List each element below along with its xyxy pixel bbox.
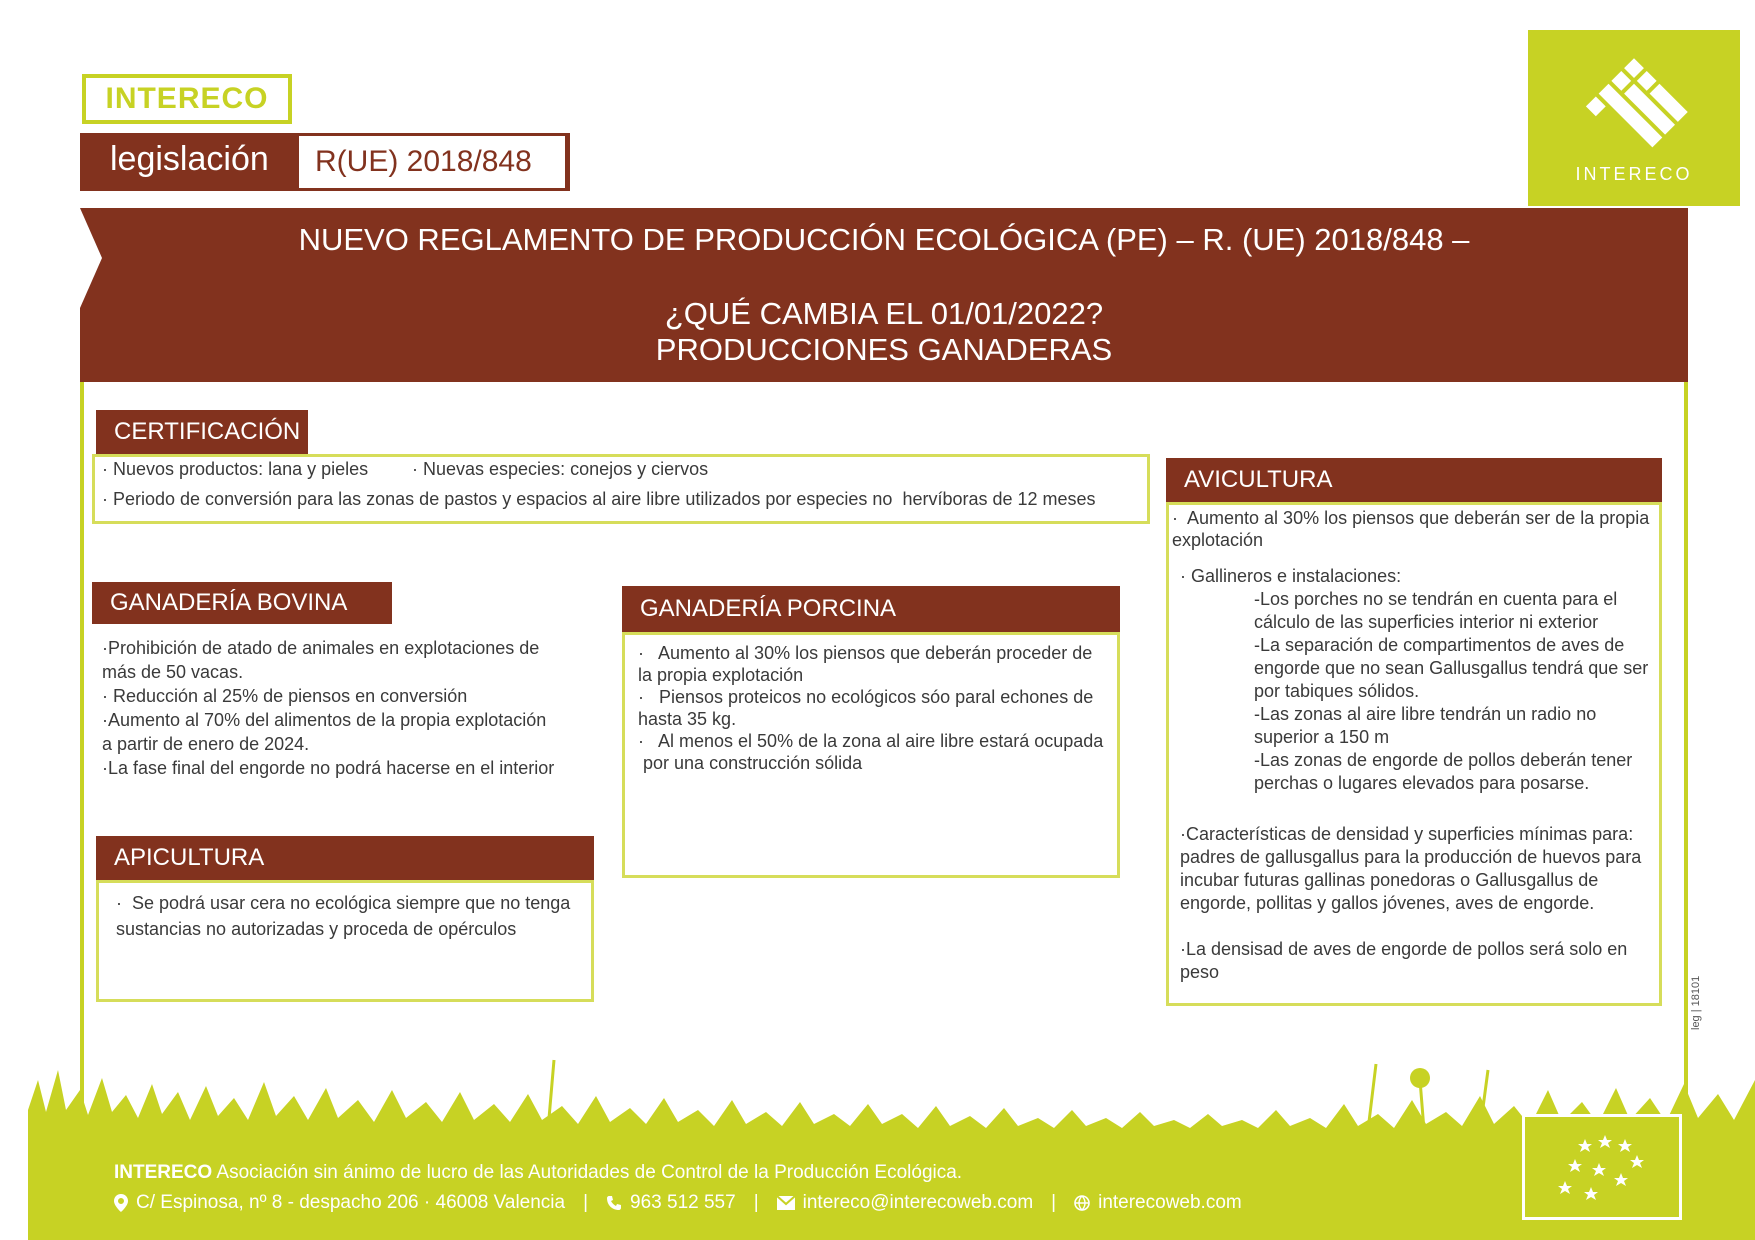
avicultura-density: ·Características de densidad y superficies mínimas para: padres de gallusgallus para la producción de huevos para incubar futuras gallinas ponedoras o Gallusgallus de engorde, pollitas y gallos jóvenes, aves de engorde. <box>1180 824 1642 913</box>
eu-organic-logo <box>1522 1114 1682 1220</box>
apicultura-heading: APICULTURA <box>96 836 594 880</box>
eu-organic-leaf-icon <box>1525 1117 1679 1217</box>
footer-separator: | <box>753 1192 759 1213</box>
footer-band <box>28 1132 1755 1240</box>
globe-icon <box>1074 1195 1090 1211</box>
footer-phone[interactable]: 963 512 557 <box>630 1192 736 1213</box>
avicultura-intro: · Aumento al 30% los piensos que deberán ser de la propia explotación <box>1172 508 1650 550</box>
title-line-3: PRODUCCIONES GANADERAS <box>655 332 1113 367</box>
certificacion-item-3: · Periodo de conversión para las zonas de pastos y espacios al aire libre utilizados por especies no hervíboras de 12 meses <box>102 489 1096 509</box>
apicultura-body: · Se podrá usar cera no ecológica siempre que no tenga sustancias no autorizadas y proceda de opérculos <box>116 893 571 939</box>
phone-icon <box>606 1195 622 1211</box>
footer-web[interactable]: interecoweb.com <box>1098 1192 1242 1213</box>
footer-email[interactable]: intereco@interecoweb.com <box>802 1192 1034 1213</box>
avicultura-sub-heading: · Gallineros e instalaciones: <box>1180 566 1402 586</box>
brand-badge: INTERECO <box>82 74 292 124</box>
legislation-label: legislación <box>110 140 269 178</box>
title-line-2: ¿QUÉ CAMBIA EL 01/01/2022? <box>664 296 1104 331</box>
legislation-value: R(UE) 2018/848 <box>299 136 565 188</box>
mail-icon <box>777 1196 795 1210</box>
bovina-body: ·Prohibición de atado de animales en explotaciones de más de 50 vacas. · Reducción al 25% de piensos en conversión ·Aumento al 70% del alimentos de la propia explotación a partir de enero de 2024. ·La fase final del engorde no podrá hacerse en el interior <box>102 638 555 778</box>
logo-text: INTERECO <box>1575 164 1693 184</box>
avicultura-heading: AVICULTURA <box>1166 458 1662 502</box>
grass-decoration-icon <box>28 1040 1755 1140</box>
footer-separator: | <box>583 1192 589 1213</box>
footer-contact-line <box>114 1192 1242 1214</box>
porcina-body: · Aumento al 30% los piensos que deberán proceder de la propia explotación · Piensos proteicos no ecológicos sóo paral echones de hasta 35 kg. · Al menos el 50% de la zona al aire libre estará ocupada por una construcción sólida <box>638 643 1104 773</box>
avicultura-weight: ·La densisad de aves de engorde de pollos será solo en peso <box>1180 939 1628 982</box>
porcina-heading: GANADERÍA PORCINA <box>622 586 1120 632</box>
bovina-heading: GANADERÍA BOVINA <box>92 582 392 624</box>
footer-address: C/ Espinosa, nº 8 - despacho 206 · 46008 Valencia <box>136 1192 566 1213</box>
document-code: leg | 18101 <box>1690 975 1702 1030</box>
title-line-1: NUEVO REGLAMENTO DE PRODUCCIÓN ECOLÓGICA (PE) – R. (UE) 2018/848 – <box>298 222 1470 257</box>
certificacion-item-1: · Nuevos productos: lana y pieles <box>102 459 369 479</box>
certificacion-item-2: · Nuevas especies: conejos y ciervos <box>412 459 709 479</box>
avicultura-sub-items: -Los porches no se tendrán en cuenta para el cálculo de las superficies interior ni exterior -La separación de compartimentos de aves de engorde que no sean Gallusgallus tendrá que ser por tabiques sólidos. -Las zonas al aire libre tendrán un radio no superior a 150 m -Las zonas de engorde de pollos deberán tener perchas o lugares elevados para posarse. <box>1254 589 1649 793</box>
location-pin-icon <box>114 1194 128 1212</box>
footer-org-line <box>114 1162 962 1184</box>
footer-org-name: INTERECO <box>114 1162 213 1183</box>
footer-separator: | <box>1051 1192 1057 1213</box>
certificacion-heading: CERTIFICACIÓN <box>96 410 308 454</box>
footer-org-desc: Asociación sin ánimo de lucro de las Autoridades de Control de la Producción Ecológica. <box>212 1162 963 1183</box>
